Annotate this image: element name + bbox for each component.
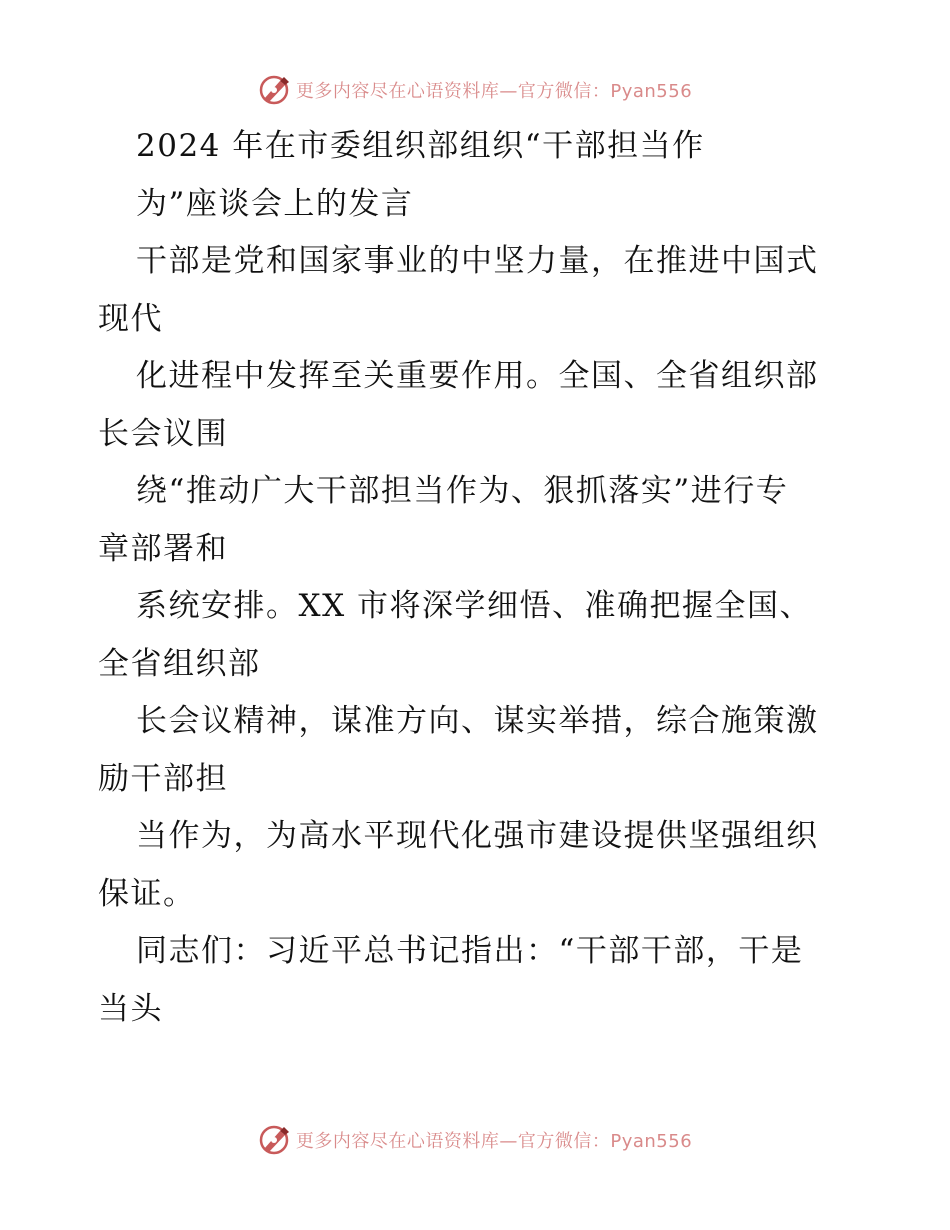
- paragraph-line: 保证。: [98, 875, 196, 912]
- paragraph-line: 励干部担: [98, 760, 228, 797]
- paragraph-line: 长会议精神，谋准方向、谋实举措，综合施策激: [136, 703, 819, 739]
- paragraph-line: 化进程中发挥至关重要作用。全国、全省组织部: [136, 358, 819, 394]
- paragraph-line: 绕“推动广大干部担当作为、狠抓落实”进行专: [136, 473, 789, 509]
- document-body: [98, 118, 858, 1038]
- paragraph-line: 干部是党和国家事业的中坚力量，在推进中国式: [136, 243, 819, 279]
- footer-watermark: [0, 1122, 950, 1158]
- watermark-text: 更多内容尽在心语资料库—官方微信：Pyan556: [295, 1131, 693, 1152]
- paragraph-line: 当头: [98, 990, 163, 1027]
- title-line: 为”座谈会上的发言: [136, 185, 414, 222]
- paragraph-line: 章部署和: [98, 530, 228, 567]
- paragraph-line: 当作为，为高水平现代化强市建设提供坚强组织: [136, 818, 819, 854]
- paragraph-line: 现代: [98, 300, 163, 337]
- paragraph-line: 长会议围: [98, 415, 228, 452]
- paragraph-line: 系统安排。XX 市将深学细悟、准确把握全国、: [136, 588, 812, 624]
- pen-logo-icon: [258, 73, 292, 107]
- title-line: 2024 年在市委组织部组织“干部担当作: [136, 128, 705, 164]
- paragraph-line: 全省组织部: [98, 645, 261, 682]
- header-watermark: [0, 72, 950, 108]
- watermark-text: 更多内容尽在心语资料库—官方微信：Pyan556: [295, 81, 693, 102]
- pen-logo-icon: [258, 1123, 292, 1157]
- paragraph-line: 同志们：习近平总书记指出：“干部干部，干是: [136, 933, 804, 969]
